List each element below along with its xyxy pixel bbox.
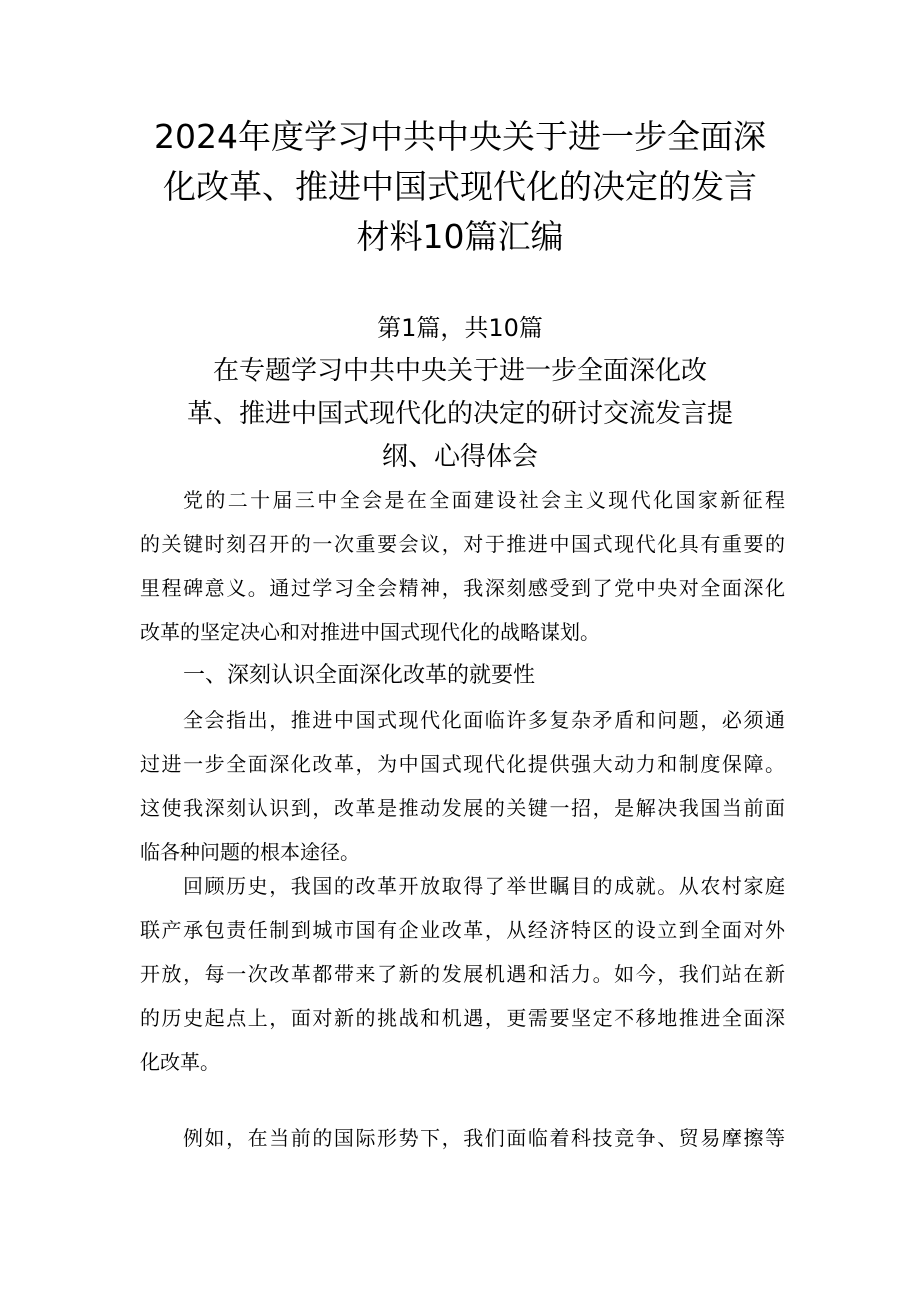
text-line: 里程碑意义。通过学习全会精神，我深刻感受到了党中央对全面深化 [140, 576, 785, 600]
title-line: 材料10篇汇编 [356, 217, 564, 256]
text-line: 全会指出，推进中国式现代化面临许多复杂矛盾和问题，必须通 [183, 708, 785, 732]
text-line: 这使我深刻认识到，改革是推动发展的关键一招，是解决我国当前面 [140, 796, 785, 820]
article-title [120, 350, 800, 479]
part-label: 第1篇，共10篇 [377, 314, 543, 342]
title-line: 2024年度学习中共中央关于进一步全面深 [154, 117, 766, 156]
text-line: 党的二十届三中全会是在全面建设社会主义现代化国家新征程 [183, 488, 785, 512]
section-heading-1: 一、深刻认识全面深化改革的就要性 [183, 663, 536, 688]
text-line: 过进一步全面深化改革，为中国式现代化提供强大动力和制度保障。 [140, 752, 785, 776]
paragraph-intro [140, 478, 785, 654]
article-title-line: 在专题学习中共中央关于进一步全面深化改 [212, 356, 707, 386]
text-line: 的历史起点上，面对新的挑战和机遇，更需要坚定不移地推进全面深 [140, 1006, 785, 1030]
text-line: 回顾历史，我国的改革开放取得了举世瞩目的成就。从农村家庭 [183, 874, 785, 898]
paragraph-3 [140, 864, 785, 1084]
paragraph-4 [140, 1116, 785, 1160]
document-title [130, 112, 790, 262]
article-title-line: 革、推进中国式现代化的决定的研讨交流发言提 [186, 399, 733, 429]
title-line: 化改革、推进中国式现代化的决定的发言 [163, 167, 757, 206]
text-line: 临各种问题的根本途径。 [140, 840, 360, 864]
article-title-line: 纲、心得体会 [381, 442, 538, 472]
text-line: 例如，在当前的国际形势下，我们面临着科技竞争、贸易摩擦等 [183, 1126, 785, 1150]
paragraph-2 [140, 698, 785, 874]
text-line: 改革的坚定决心和对推进中国式现代化的战略谋划。 [140, 620, 600, 644]
text-line: 化改革。 [140, 1050, 220, 1074]
text-line: 开放，每一次改革都带来了新的发展机遇和活力。如今，我们站在新 [140, 962, 785, 986]
text-line: 的关键时刻召开的一次重要会议，对于推进中国式现代化具有重要的 [140, 532, 785, 556]
text-line: 联产承包责任制到城市国有企业改革，从经济特区的设立到全面对外 [140, 918, 785, 942]
